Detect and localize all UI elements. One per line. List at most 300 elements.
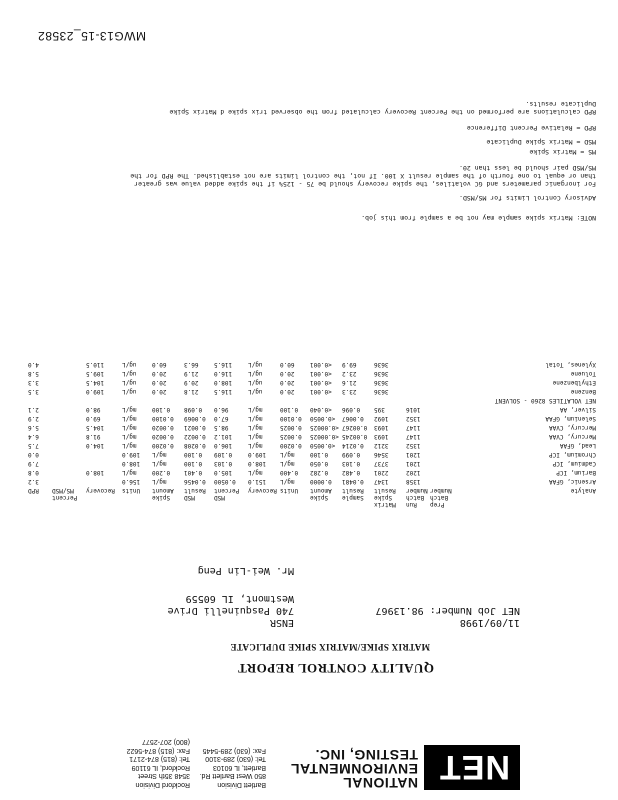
value-cell: 0.0021 (184, 424, 206, 431)
value-cell (86, 478, 122, 487)
value-cell: 20.0 (152, 379, 167, 386)
column-header-line: MSD (184, 494, 195, 501)
column-header-line: Sample (342, 494, 364, 501)
table-row (28, 460, 596, 469)
value-cell: 0.103 (342, 460, 361, 467)
value-cell: mg/L (122, 406, 137, 413)
value-cell: 5.6 (28, 424, 39, 431)
value-cell: 1016 (406, 406, 421, 413)
value-cell: <0.00025 (310, 424, 339, 431)
value-cell: 3.5 (28, 388, 39, 395)
value-cell (152, 397, 184, 406)
value-cell: <0.0050 (310, 442, 336, 449)
rpd-calculation-note-2: Duplicate results. (525, 100, 596, 108)
column-header (406, 487, 430, 508)
value-cell: 0.100 (280, 406, 299, 413)
column-header-line: Analyte (570, 487, 596, 494)
table-row (28, 361, 596, 370)
column-header-line: Matrix (374, 501, 396, 508)
value-cell: <0.0050 (310, 415, 336, 422)
value-cell: <0.001 (310, 388, 332, 395)
table-row (28, 433, 596, 442)
value-cell (52, 424, 86, 433)
value-cell: <0.001 (310, 379, 332, 386)
value-cell (184, 397, 214, 406)
value-cell: 0.0025 (280, 424, 302, 431)
value-cell (430, 388, 454, 397)
value-cell (430, 478, 454, 487)
value-cell (430, 415, 454, 424)
value-cell (430, 433, 454, 442)
logo-text: NET (439, 748, 510, 786)
client-attention: Mr. Wei-Lin Peng (197, 565, 294, 576)
rockford-address (127, 737, 190, 788)
value-cell: 1347 (374, 478, 389, 485)
column-header (280, 487, 310, 508)
value-cell (52, 442, 86, 451)
analyte-cell: Chromium, ICP (549, 451, 596, 458)
client-name: ENSR (269, 617, 294, 628)
value-cell: 67.0 (214, 415, 229, 422)
column-header (184, 487, 214, 508)
value-cell: ug/L (248, 361, 263, 368)
column-header-line: Spike (374, 494, 393, 501)
value-cell: 2201 (374, 469, 389, 476)
value-cell (52, 451, 86, 460)
value-cell: 1093 (374, 424, 389, 431)
value-cell: mg/L (122, 442, 137, 449)
column-header-line: Number (430, 487, 452, 494)
value-cell: 20.0 (152, 370, 167, 377)
value-cell: 1092 (374, 415, 389, 422)
value-cell: 0.401 (184, 469, 203, 476)
column-header-line: Number (406, 487, 428, 494)
analyte-cell: Lead, GFAA (559, 442, 596, 449)
value-cell: 1352 (406, 442, 421, 449)
value-cell: mg/L (122, 415, 137, 422)
column-header (374, 487, 406, 508)
analyte-cell: Cadmium, ICP (552, 460, 596, 467)
value-cell: 3636 (374, 388, 389, 395)
advisory-note: Advisory Control Limits for MS/MSD. (459, 194, 596, 202)
address-line: Rockford Division (135, 781, 190, 788)
value-cell (52, 397, 86, 406)
analyte-cell: NET VOLATILES 8260 - SOLVENT (494, 397, 596, 404)
analyte-cell: Xylenes, Total (545, 361, 596, 368)
value-cell: 7.9 (28, 460, 39, 467)
value-cell: 0.100 (184, 451, 203, 458)
value-cell (430, 397, 454, 406)
column-header-line: Result (184, 487, 206, 494)
value-cell: 91.8 (86, 433, 101, 440)
value-cell (430, 442, 454, 451)
value-cell: mg/L (122, 433, 137, 440)
value-cell: 104.5 (86, 424, 105, 431)
value-cell: 0.0025 (280, 433, 302, 440)
column-header (122, 487, 152, 508)
value-cell: mg/L (248, 442, 263, 449)
column-header (214, 487, 248, 508)
value-cell: 6.4 (28, 433, 39, 440)
value-cell: 0.0208 (184, 442, 206, 449)
value-cell: 3212 (374, 442, 389, 449)
value-cell: 105.0 (214, 469, 233, 476)
value-cell: 98.5 (214, 424, 229, 431)
value-cell: 0.103 (214, 460, 233, 467)
column-header (52, 487, 86, 508)
value-cell: mg/L (122, 469, 137, 476)
value-cell: ug/L (122, 379, 137, 386)
column-header-line: Run (406, 501, 417, 508)
value-cell: mg/L (280, 478, 295, 485)
value-cell: 0.400 (280, 469, 299, 476)
company-name-line2: ENVIRONMENTAL (290, 761, 418, 777)
report-subtitle: MATRIX SPIKE/MATRIX SPIKE DUPLICATE (230, 642, 430, 652)
column-header (248, 487, 280, 508)
value-cell: mg/L (248, 415, 263, 422)
value-cell: 104.5 (86, 379, 105, 386)
value-cell: 0.050 (310, 460, 329, 467)
rpd-definition: RPD = Relative Percent Difference (466, 124, 596, 132)
value-cell: 69.0 (86, 415, 101, 422)
value-cell: ug/L (248, 370, 263, 377)
value-cell: 109.0 (86, 388, 105, 395)
value-cell: 3636 (374, 370, 389, 377)
value-cell: 106.0 (214, 442, 233, 449)
column-header-line: Recovery (248, 487, 277, 494)
address-line: 850 West Bartlett Rd. (199, 772, 266, 780)
value-cell: 108.0 (122, 460, 141, 467)
value-cell: 7.5 (28, 442, 39, 449)
value-cell: 0.482 (342, 469, 361, 476)
value-cell: 109.5 (86, 370, 105, 377)
column-header-line: Result (374, 487, 396, 494)
value-cell (52, 379, 86, 388)
value-cell (342, 397, 374, 406)
value-cell: 1202 (406, 469, 421, 476)
msd-definition: MSD = Matrix Spike Duplicate (486, 138, 596, 146)
value-cell: 23.3 (342, 388, 357, 395)
column-header-line: Amount (152, 487, 174, 494)
value-cell: 3636 (374, 379, 389, 386)
value-cell: 116.0 (214, 370, 233, 377)
value-cell (430, 451, 454, 460)
address-line: (800) 207-2577 (142, 738, 190, 746)
value-cell: ug/L (122, 370, 137, 377)
value-cell: 20.0 (152, 388, 167, 395)
column-header-line: Spike (310, 494, 329, 501)
value-cell: 151.0 (248, 478, 267, 485)
value-cell: ug/L (122, 361, 137, 368)
value-cell: 60.0 (152, 361, 167, 368)
company-name (290, 748, 418, 790)
column-header (28, 487, 52, 508)
analyte-cell: Selenium, GFAA (545, 415, 596, 422)
value-cell: 0.00267 (342, 424, 368, 431)
value-cell: ug/L (248, 379, 263, 386)
value-cell: 3546 (374, 451, 389, 458)
value-cell: 0.0500 (214, 478, 236, 485)
value-cell: 101.2 (214, 433, 233, 440)
value-cell: mg/L (280, 451, 295, 458)
value-cell (122, 397, 152, 406)
ms-definition: MS = Matrix Spike (529, 148, 596, 156)
column-header (310, 487, 342, 508)
value-cell (430, 361, 454, 370)
value-cell: 116.5 (214, 361, 233, 368)
column-header-line: MS/MSD (52, 487, 74, 494)
value-cell: 0.0000 (310, 478, 332, 485)
value-cell (28, 397, 52, 406)
value-cell: 0.099 (342, 451, 361, 458)
value-cell: 104.0 (86, 442, 105, 449)
table-row (28, 451, 596, 460)
value-cell: 0.0069 (184, 415, 206, 422)
value-cell (406, 379, 430, 388)
client-address-line1: 740 Pasquinelli Drive (167, 605, 294, 616)
value-cell: 20.0 (280, 388, 295, 395)
value-cell: 96.0 (214, 406, 229, 413)
value-cell: 0.0200 (280, 442, 302, 449)
value-cell: 0.0200 (152, 442, 174, 449)
column-header-line: Recovery (86, 487, 115, 494)
value-cell: <0.001 (310, 361, 332, 368)
value-cell (430, 406, 454, 415)
value-cell: 2.1 (28, 406, 39, 413)
value-cell: 0.0067 (342, 415, 364, 422)
value-cell: mg/L (280, 460, 295, 467)
value-cell: mg/L (152, 451, 167, 458)
value-cell (430, 469, 454, 478)
value-cell (52, 478, 86, 487)
column-header-line: Result (342, 487, 364, 494)
address-line: 3548 35th Street (138, 772, 190, 780)
table-row (28, 415, 596, 424)
value-cell: 0.0456 (184, 478, 206, 485)
value-cell: 0.8 (28, 469, 39, 476)
value-cell: 0.109 (214, 451, 233, 458)
table-row (28, 406, 596, 415)
value-cell: <0.00025 (310, 433, 339, 440)
address-line: Tel: (630) 289-3100 (205, 755, 266, 763)
value-cell: 3.3 (28, 379, 39, 386)
value-cell: 66.3 (184, 361, 199, 368)
value-cell: 2.9 (28, 415, 39, 422)
value-cell: 3737 (374, 460, 389, 467)
value-cell (52, 361, 86, 370)
value-cell (406, 370, 430, 379)
column-header-line: Spike (152, 494, 171, 501)
value-cell: 0.0 (28, 451, 39, 458)
analyte-cell: Benzene (570, 388, 596, 395)
value-cell: 20.0 (280, 370, 295, 377)
value-cell (52, 460, 86, 469)
value-cell: 108.0 (86, 469, 105, 476)
column-header (86, 487, 122, 508)
column-header-line: RPD (28, 487, 39, 494)
analyte-cell: Ethylbenzene (552, 379, 596, 386)
value-cell: 109.0 (248, 451, 267, 458)
value-cell: 4.0 (28, 361, 39, 368)
limits-paragraph-line2: than or equal to one fourth of the sample result X 100. If not, the control limits are not established. The RPD for the (130, 172, 596, 180)
net-logo (424, 745, 520, 790)
table-row (28, 370, 596, 379)
client-address-line2: Westmont, IL 60559 (185, 593, 294, 604)
table-row (28, 424, 596, 433)
value-cell: mg/L (248, 424, 263, 431)
value-cell: 98.0 (86, 406, 101, 413)
value-cell: mg/L (248, 469, 263, 476)
value-cell (406, 361, 430, 370)
limits-paragraph-line3: MS/MSD pair should be less than 20. (459, 164, 596, 172)
report-date: 11/09/1998 (459, 617, 520, 628)
value-cell (52, 415, 86, 424)
value-cell: 21.9 (184, 370, 199, 377)
value-cell: 0.100 (310, 451, 329, 458)
value-cell: 21.6 (342, 379, 357, 386)
value-cell: 5.8 (28, 370, 39, 377)
column-header-line: Batch (406, 494, 425, 501)
value-cell: 0.100 (184, 460, 203, 467)
value-cell: 1147 (406, 424, 421, 431)
value-cell: 0.100 (152, 406, 171, 413)
column-header-line: Percent (214, 487, 240, 494)
value-cell (52, 388, 86, 397)
value-cell: 1201 (406, 451, 421, 458)
value-cell: 3.2 (28, 478, 39, 485)
address-line: Rockford, IL 61109 (131, 764, 190, 771)
value-cell: 0.282 (310, 469, 329, 476)
value-cell: 60.0 (280, 361, 295, 368)
qc-table (28, 361, 596, 508)
value-cell: 0.200 (152, 469, 171, 476)
value-cell: 108.0 (248, 460, 267, 467)
value-cell (310, 397, 342, 406)
table-row (28, 442, 596, 451)
value-cell: mg/L (152, 478, 167, 485)
value-cell (430, 460, 454, 469)
company-name-line1: NATIONAL (342, 775, 418, 791)
value-cell: 20.0 (280, 379, 295, 386)
table-row (28, 478, 596, 487)
value-cell (248, 397, 280, 406)
value-cell (406, 397, 430, 406)
value-cell: ug/L (248, 388, 263, 395)
column-header (454, 487, 596, 508)
value-cell (52, 406, 86, 415)
table-header-row (28, 487, 596, 508)
analyte-cell: Arsenic, GFAA (549, 478, 596, 485)
value-cell: 1358 (406, 478, 421, 485)
value-cell: 0.0020 (152, 433, 174, 440)
analyte-cell: Mercury, CVAA (549, 424, 596, 431)
value-cell: 1201 (406, 460, 421, 467)
value-cell: 0.0100 (152, 415, 174, 422)
value-cell: 395 (374, 406, 385, 413)
value-cell: 1352 (406, 415, 421, 422)
analyte-cell: Barium, ICP (556, 469, 596, 476)
note-line: NOTE: Matrix spike sample may not be a sample from this job. (361, 214, 596, 222)
value-cell (86, 451, 122, 460)
analyte-cell: Mercury, CVAA (549, 433, 596, 440)
value-cell: 1147 (406, 433, 421, 440)
value-cell: 1093 (374, 433, 389, 440)
column-header-line: Prep (430, 501, 445, 508)
value-cell: 116.5 (214, 388, 233, 395)
address-line: Fax: (815) 874-5622 (126, 747, 190, 754)
value-cell: mg/L (248, 433, 263, 440)
value-cell (280, 397, 310, 406)
job-number: NET Job Number: 98.13967 (375, 605, 520, 616)
value-cell: 156.0 (122, 478, 141, 485)
value-cell (86, 397, 122, 406)
limits-paragraph-line1: For inorganic parameters and GC volatiles, the spike recovery should be 75 - 125% if the spike added value was greater (134, 180, 596, 188)
company-name-line3: TESTING, INC. (315, 747, 418, 763)
value-cell: 23.2 (342, 370, 357, 377)
value-cell: 0.00245 (342, 433, 368, 440)
value-cell (430, 424, 454, 433)
value-cell (430, 379, 454, 388)
column-header (152, 487, 184, 508)
value-cell (52, 469, 86, 478)
table-row (28, 379, 596, 388)
value-cell: <0.001 (310, 370, 332, 377)
value-cell (52, 433, 86, 442)
column-header-line: Batch (430, 494, 449, 501)
value-cell: <0.040 (310, 406, 332, 413)
value-cell: mg/L (152, 460, 167, 467)
value-cell (86, 460, 122, 469)
address-line: Bartlett, IL 60103 (212, 764, 266, 771)
column-header-line: Units (280, 487, 299, 494)
column-header-line: MSD (214, 494, 225, 501)
analyte-cell: Toluene (570, 370, 596, 377)
address-line: Tel: (815) 874-2171 (129, 755, 190, 763)
value-cell: 21.8 (184, 388, 199, 395)
value-cell: mg/L (248, 406, 263, 413)
rpd-calculation-note: RPD calculations are performed on the Percent Recovery calculated from the observed trix spike d Matrix Spike (169, 108, 596, 116)
value-cell: 0.0100 (280, 415, 302, 422)
value-cell: 3636 (374, 361, 389, 368)
value-cell (52, 370, 86, 379)
value-cell: mg/L (122, 424, 137, 431)
value-cell: 0.0022 (184, 433, 206, 440)
value-cell: 0.0020 (152, 424, 174, 431)
value-cell: 0.096 (342, 406, 361, 413)
table-row (28, 469, 596, 478)
bartlett-address (200, 746, 266, 789)
analyte-cell: Silver, AA (559, 406, 596, 413)
column-header-line: Units (122, 487, 141, 494)
column-header (342, 487, 374, 508)
value-cell: 110.5 (86, 361, 105, 368)
value-cell: 69.9 (342, 361, 357, 368)
value-cell: 0.098 (184, 406, 203, 413)
value-cell: 20.9 (184, 379, 199, 386)
value-cell: ug/L (122, 388, 137, 395)
column-header-line: Percent (52, 494, 78, 501)
column-header (430, 487, 454, 508)
document-id: MWG13-15_23582 (37, 29, 146, 43)
value-cell: 108.0 (214, 379, 233, 386)
report-title: QUALITY CONTROL REPORT (237, 661, 434, 676)
value-cell (406, 388, 430, 397)
value-cell: 109.0 (122, 451, 141, 458)
value-cell: 0.0481 (342, 478, 364, 485)
value-cell (374, 397, 406, 406)
address-line: Bartlett Division (217, 781, 266, 788)
address-line: Fax: (630) 289-5445 (202, 747, 266, 754)
